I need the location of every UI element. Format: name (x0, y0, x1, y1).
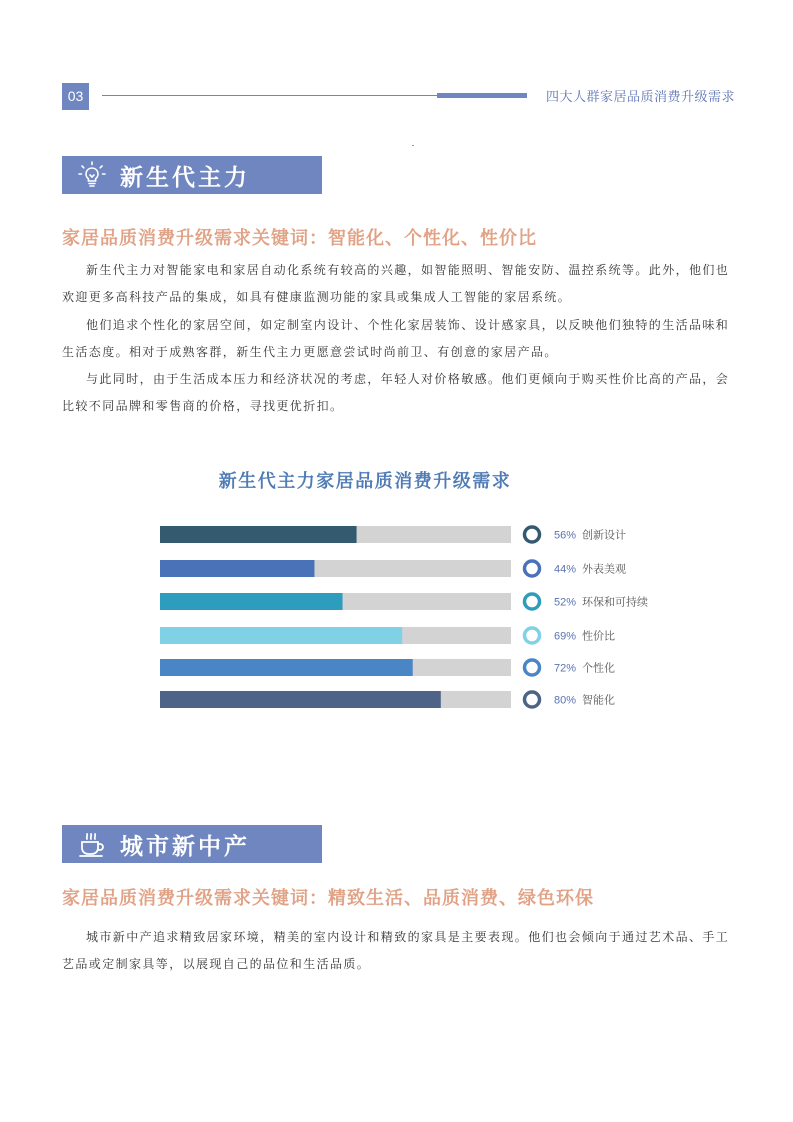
page-number: 03 (62, 83, 89, 110)
section-banner-urban-middle-class (62, 825, 322, 863)
data-label: 72% (554, 662, 577, 675)
legend-ring-marker (525, 561, 540, 576)
bar-1 (160, 560, 314, 577)
bar-4 (160, 659, 413, 676)
bar-0 (160, 526, 357, 543)
paragraph: 城市新中产追求精致居家环境，精美的室内设计和精致的家具是主要表现。他们也会倾向于通过艺术品、手工艺品或定制家具等，以展现自己的品位和生活品质。 (62, 930, 730, 971)
coffee-cup-icon (78, 830, 106, 858)
bar-5 (160, 691, 441, 708)
paragraph: 新生代主力对智能家电和家居自动化系统有较高的兴趣，如智能照明、智能安防、温控系统等。此外，他们也欢迎更多高科技产品的集成，如具有健康监测功能的家具或集成人工智能的家居系统。 (62, 263, 730, 304)
bar-2 (160, 593, 343, 610)
header-title: 四大人群家居品质消费升级需求 (545, 90, 735, 105)
section-title: 新生代主力 (120, 164, 250, 191)
paragraph: 与此同时，由于生活成本压力和经济状况的考虑，年轻人对价格敏感。他们更倾向于购买性价比高的产品，会比较不同品牌和零售商的价格，寻找更优折扣。 (62, 372, 730, 413)
legend-ring-marker (525, 594, 540, 609)
legend-ring-marker (525, 628, 540, 643)
data-label: 80% (554, 694, 577, 707)
section-title: 城市新中产 (120, 833, 250, 860)
section-keywords: 家居品质消费升级需求关键词：精致生活、品质消费、绿色环保 (62, 888, 594, 909)
data-label: 56% (554, 529, 577, 542)
category-label: 外表美观 (582, 562, 626, 576)
category-label: 性价比 (582, 629, 615, 643)
data-label: 52% (554, 596, 577, 609)
category-label: 个性化 (582, 661, 615, 675)
legend-ring-marker (525, 527, 540, 542)
legend-ring-marker (525, 660, 540, 675)
category-label: 智能化 (582, 693, 615, 707)
data-label: 69% (554, 630, 577, 643)
bar-3 (160, 627, 402, 644)
legend-ring-marker (525, 692, 540, 707)
chart-title-text: 新生代主力家居品质消费升级需求 (218, 471, 512, 492)
data-label: 44% (554, 563, 577, 576)
section-keywords: 家居品质消费升级需求关键词：智能化、个性化、性价比 (62, 228, 537, 249)
category-label: 环保和可持续 (582, 595, 648, 609)
category-label: 创新设计 (582, 528, 626, 542)
paragraph: 他们追求个性化的家居空间，如定制室内设计、个性化家居装饰、设计感家具，以反映他们独特的生活品味和生活态度。相对于成熟客群，新生代主力更愿意尝试时尚前卫、有创意的家居产品。 (62, 318, 730, 359)
